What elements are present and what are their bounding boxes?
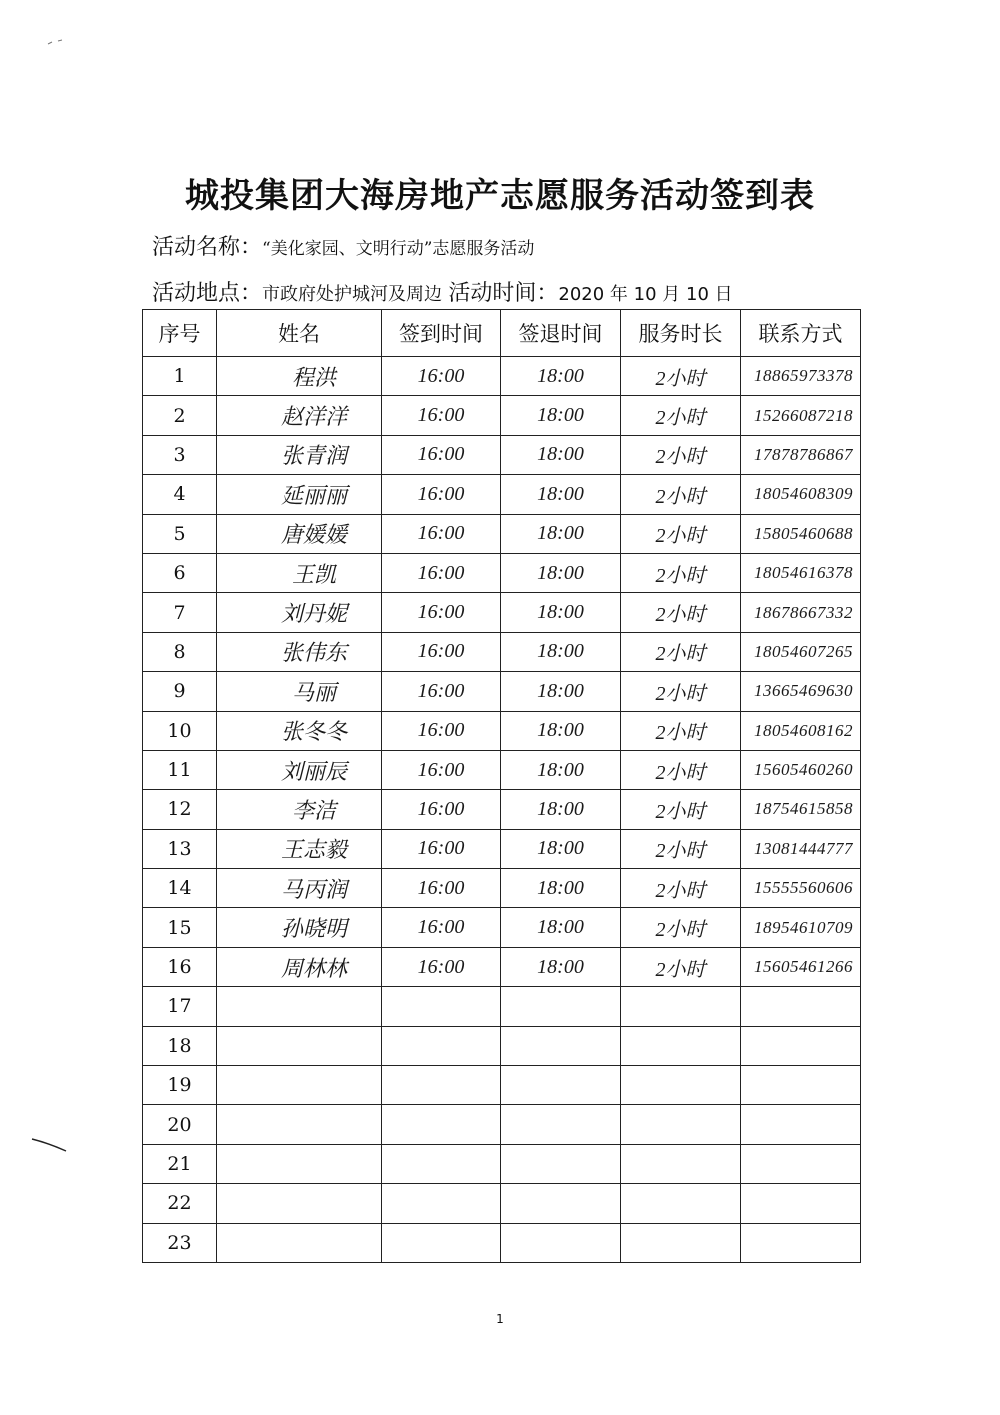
- row-index: 11: [143, 750, 217, 789]
- row-name: 周林林: [217, 947, 382, 986]
- row-contact: 18954610709: [741, 908, 861, 947]
- row-service-duration: 2小时: [621, 396, 741, 435]
- row-index: 14: [143, 869, 217, 908]
- table-row: [143, 711, 861, 750]
- row-service-duration: 2小时: [621, 947, 741, 986]
- row-sign-in-time: [382, 1144, 501, 1183]
- row-name: [217, 987, 382, 1026]
- row-name: 王凯: [217, 553, 382, 592]
- row-sign-out-time: 18:00: [501, 711, 621, 750]
- row-service-duration: 2小时: [621, 632, 741, 671]
- table-row: [143, 672, 861, 711]
- row-sign-out-time: 18:00: [501, 553, 621, 592]
- row-contact: 18054616378: [741, 553, 861, 592]
- table-row: [143, 1184, 861, 1223]
- row-sign-in-time: 16:00: [382, 593, 501, 632]
- header-name: 姓名: [217, 310, 382, 357]
- page-title: 城投集团大海房地产志愿服务活动签到表: [185, 176, 815, 216]
- row-sign-out-time: 18:00: [501, 908, 621, 947]
- row-service-duration: 2小时: [621, 790, 741, 829]
- table-row: [143, 632, 861, 671]
- table-row: [143, 750, 861, 789]
- row-sign-in-time: 16:00: [382, 357, 501, 396]
- row-contact: [741, 1026, 861, 1065]
- activity-name-line: [152, 230, 534, 261]
- table-row: [143, 987, 861, 1026]
- row-contact: 13081444777: [741, 829, 861, 868]
- row-index: 16: [143, 947, 217, 986]
- row-sign-in-time: 16:00: [382, 475, 501, 514]
- row-sign-out-time: [501, 1026, 621, 1065]
- table-row: [143, 435, 861, 474]
- row-contact: 15805460688: [741, 514, 861, 553]
- row-service-duration: 2小时: [621, 711, 741, 750]
- row-sign-out-time: 18:00: [501, 435, 621, 474]
- header-index: 序号: [143, 310, 217, 357]
- row-name: [217, 1066, 382, 1105]
- row-name: [217, 1223, 382, 1262]
- table-row: [143, 790, 861, 829]
- row-service-duration: [621, 987, 741, 1026]
- activity-time-value: 2020 年 10 月 10 日: [558, 284, 733, 305]
- row-sign-out-time: 18:00: [501, 475, 621, 514]
- row-contact: 15605460260: [741, 750, 861, 789]
- row-sign-in-time: [382, 987, 501, 1026]
- row-sign-out-time: [501, 1066, 621, 1105]
- row-sign-in-time: 16:00: [382, 435, 501, 474]
- row-sign-in-time: 16:00: [382, 672, 501, 711]
- row-index: 8: [143, 632, 217, 671]
- row-index: 23: [143, 1223, 217, 1262]
- row-service-duration: 2小时: [621, 357, 741, 396]
- row-index: 15: [143, 908, 217, 947]
- row-name: 唐媛媛: [217, 514, 382, 553]
- row-name: 王志毅: [217, 829, 382, 868]
- row-service-duration: 2小时: [621, 553, 741, 592]
- row-contact: 15605461266: [741, 947, 861, 986]
- row-contact: 18054608162: [741, 711, 861, 750]
- row-sign-in-time: 16:00: [382, 790, 501, 829]
- row-sign-out-time: 18:00: [501, 357, 621, 396]
- row-name: 孙晓明: [217, 908, 382, 947]
- row-name: 程洪: [217, 357, 382, 396]
- table-header-row: [143, 310, 861, 357]
- row-contact: 15266087218: [741, 396, 861, 435]
- row-sign-in-time: 16:00: [382, 711, 501, 750]
- row-contact: [741, 1066, 861, 1105]
- row-name: 刘丹妮: [217, 593, 382, 632]
- table-row: [143, 514, 861, 553]
- row-index: 3: [143, 435, 217, 474]
- row-contact: [741, 1223, 861, 1262]
- row-index: 21: [143, 1144, 217, 1183]
- row-contact: [741, 987, 861, 1026]
- row-index: 5: [143, 514, 217, 553]
- row-sign-out-time: [501, 1184, 621, 1223]
- row-sign-out-time: 18:00: [501, 869, 621, 908]
- row-service-duration: [621, 1105, 741, 1144]
- row-sign-out-time: 18:00: [501, 593, 621, 632]
- row-index: 7: [143, 593, 217, 632]
- header-sign-in-time: 签到时间: [382, 310, 501, 357]
- row-contact: 17878786867: [741, 435, 861, 474]
- row-sign-out-time: [501, 1223, 621, 1262]
- header-contact: 联系方式: [741, 310, 861, 357]
- row-name: 李洁: [217, 790, 382, 829]
- row-service-duration: [621, 1184, 741, 1223]
- row-sign-in-time: 16:00: [382, 632, 501, 671]
- row-name: 刘丽辰: [217, 750, 382, 789]
- row-contact: 18054607265: [741, 632, 861, 671]
- row-sign-out-time: 18:00: [501, 829, 621, 868]
- row-sign-in-time: [382, 1223, 501, 1262]
- row-index: 2: [143, 396, 217, 435]
- activity-name-label: 活动名称：: [152, 235, 263, 260]
- row-sign-out-time: 18:00: [501, 750, 621, 789]
- row-name: 张伟东: [217, 632, 382, 671]
- row-sign-in-time: 16:00: [382, 750, 501, 789]
- table-row: [143, 947, 861, 986]
- row-service-duration: [621, 1223, 741, 1262]
- row-name: 马丙润: [217, 869, 382, 908]
- activity-name-value: “美化家园、文明行动”志愿服务活动: [262, 239, 535, 259]
- scan-speck: [46, 38, 66, 50]
- stray-pen-mark: [30, 1135, 70, 1155]
- table-row: [143, 475, 861, 514]
- row-service-duration: 2小时: [621, 672, 741, 711]
- table-row: [143, 908, 861, 947]
- table-row: [143, 869, 861, 908]
- row-name: 延丽丽: [217, 475, 382, 514]
- row-contact: 18754615858: [741, 790, 861, 829]
- table-row: [143, 1223, 861, 1262]
- row-service-duration: 2小时: [621, 829, 741, 868]
- row-index: 4: [143, 475, 217, 514]
- row-sign-in-time: 16:00: [382, 396, 501, 435]
- sign-in-table: [142, 309, 861, 1263]
- row-sign-in-time: [382, 1026, 501, 1065]
- row-service-duration: 2小时: [621, 435, 741, 474]
- row-index: 12: [143, 790, 217, 829]
- table-row: [143, 1026, 861, 1065]
- activity-location-time-line: [152, 276, 733, 307]
- row-contact: 18865973378: [741, 357, 861, 396]
- row-sign-out-time: 18:00: [501, 672, 621, 711]
- activity-location-value: 市政府处护城河及周边: [262, 284, 443, 305]
- row-sign-in-time: 16:00: [382, 908, 501, 947]
- row-contact: [741, 1184, 861, 1223]
- row-sign-out-time: 18:00: [501, 514, 621, 553]
- row-sign-in-time: 16:00: [382, 553, 501, 592]
- table-row: [143, 829, 861, 868]
- row-service-duration: [621, 1026, 741, 1065]
- row-sign-out-time: [501, 987, 621, 1026]
- table-row: [143, 593, 861, 632]
- row-index: 17: [143, 987, 217, 1026]
- table-body: [143, 357, 861, 1263]
- row-service-duration: [621, 1066, 741, 1105]
- activity-time-label: 活动时间：: [448, 281, 559, 306]
- row-service-duration: 2小时: [621, 750, 741, 789]
- row-index: 20: [143, 1105, 217, 1144]
- row-sign-out-time: 18:00: [501, 632, 621, 671]
- table-row: [143, 553, 861, 592]
- row-sign-in-time: 16:00: [382, 829, 501, 868]
- row-contact: [741, 1105, 861, 1144]
- table-row: [143, 396, 861, 435]
- row-index: 18: [143, 1026, 217, 1065]
- row-index: 13: [143, 829, 217, 868]
- row-sign-in-time: [382, 1184, 501, 1223]
- table-row: [143, 1144, 861, 1183]
- row-service-duration: 2小时: [621, 475, 741, 514]
- row-name: [217, 1184, 382, 1223]
- row-name: [217, 1105, 382, 1144]
- row-index: 6: [143, 553, 217, 592]
- row-sign-out-time: [501, 1144, 621, 1183]
- row-index: 19: [143, 1066, 217, 1105]
- row-contact: 18678667332: [741, 593, 861, 632]
- row-sign-in-time: 16:00: [382, 514, 501, 553]
- row-service-duration: 2小时: [621, 869, 741, 908]
- page-number: 1: [496, 1312, 504, 1326]
- row-service-duration: 2小时: [621, 908, 741, 947]
- row-contact: 15555560606: [741, 869, 861, 908]
- activity-location-label: 活动地点：: [152, 281, 263, 306]
- table-row: [143, 1105, 861, 1144]
- row-contact: 18054608309: [741, 475, 861, 514]
- row-sign-in-time: 16:00: [382, 947, 501, 986]
- row-service-duration: 2小时: [621, 593, 741, 632]
- row-name: [217, 1026, 382, 1065]
- row-index: 1: [143, 357, 217, 396]
- row-contact: 13665469630: [741, 672, 861, 711]
- table-row: [143, 357, 861, 396]
- row-name: 张青润: [217, 435, 382, 474]
- row-sign-in-time: [382, 1105, 501, 1144]
- row-contact: [741, 1144, 861, 1183]
- row-sign-in-time: [382, 1066, 501, 1105]
- row-service-duration: 2小时: [621, 514, 741, 553]
- row-sign-out-time: [501, 1105, 621, 1144]
- row-sign-in-time: 16:00: [382, 869, 501, 908]
- header-sign-out-time: 签退时间: [501, 310, 621, 357]
- row-name: 张冬冬: [217, 711, 382, 750]
- row-service-duration: [621, 1144, 741, 1183]
- row-name: [217, 1144, 382, 1183]
- table-row: [143, 1066, 861, 1105]
- row-index: 22: [143, 1184, 217, 1223]
- row-sign-out-time: 18:00: [501, 790, 621, 829]
- row-name: 赵洋洋: [217, 396, 382, 435]
- header-service-duration: 服务时长: [621, 310, 741, 357]
- row-index: 9: [143, 672, 217, 711]
- row-sign-out-time: 18:00: [501, 947, 621, 986]
- row-index: 10: [143, 711, 217, 750]
- row-name: 马丽: [217, 672, 382, 711]
- row-sign-out-time: 18:00: [501, 396, 621, 435]
